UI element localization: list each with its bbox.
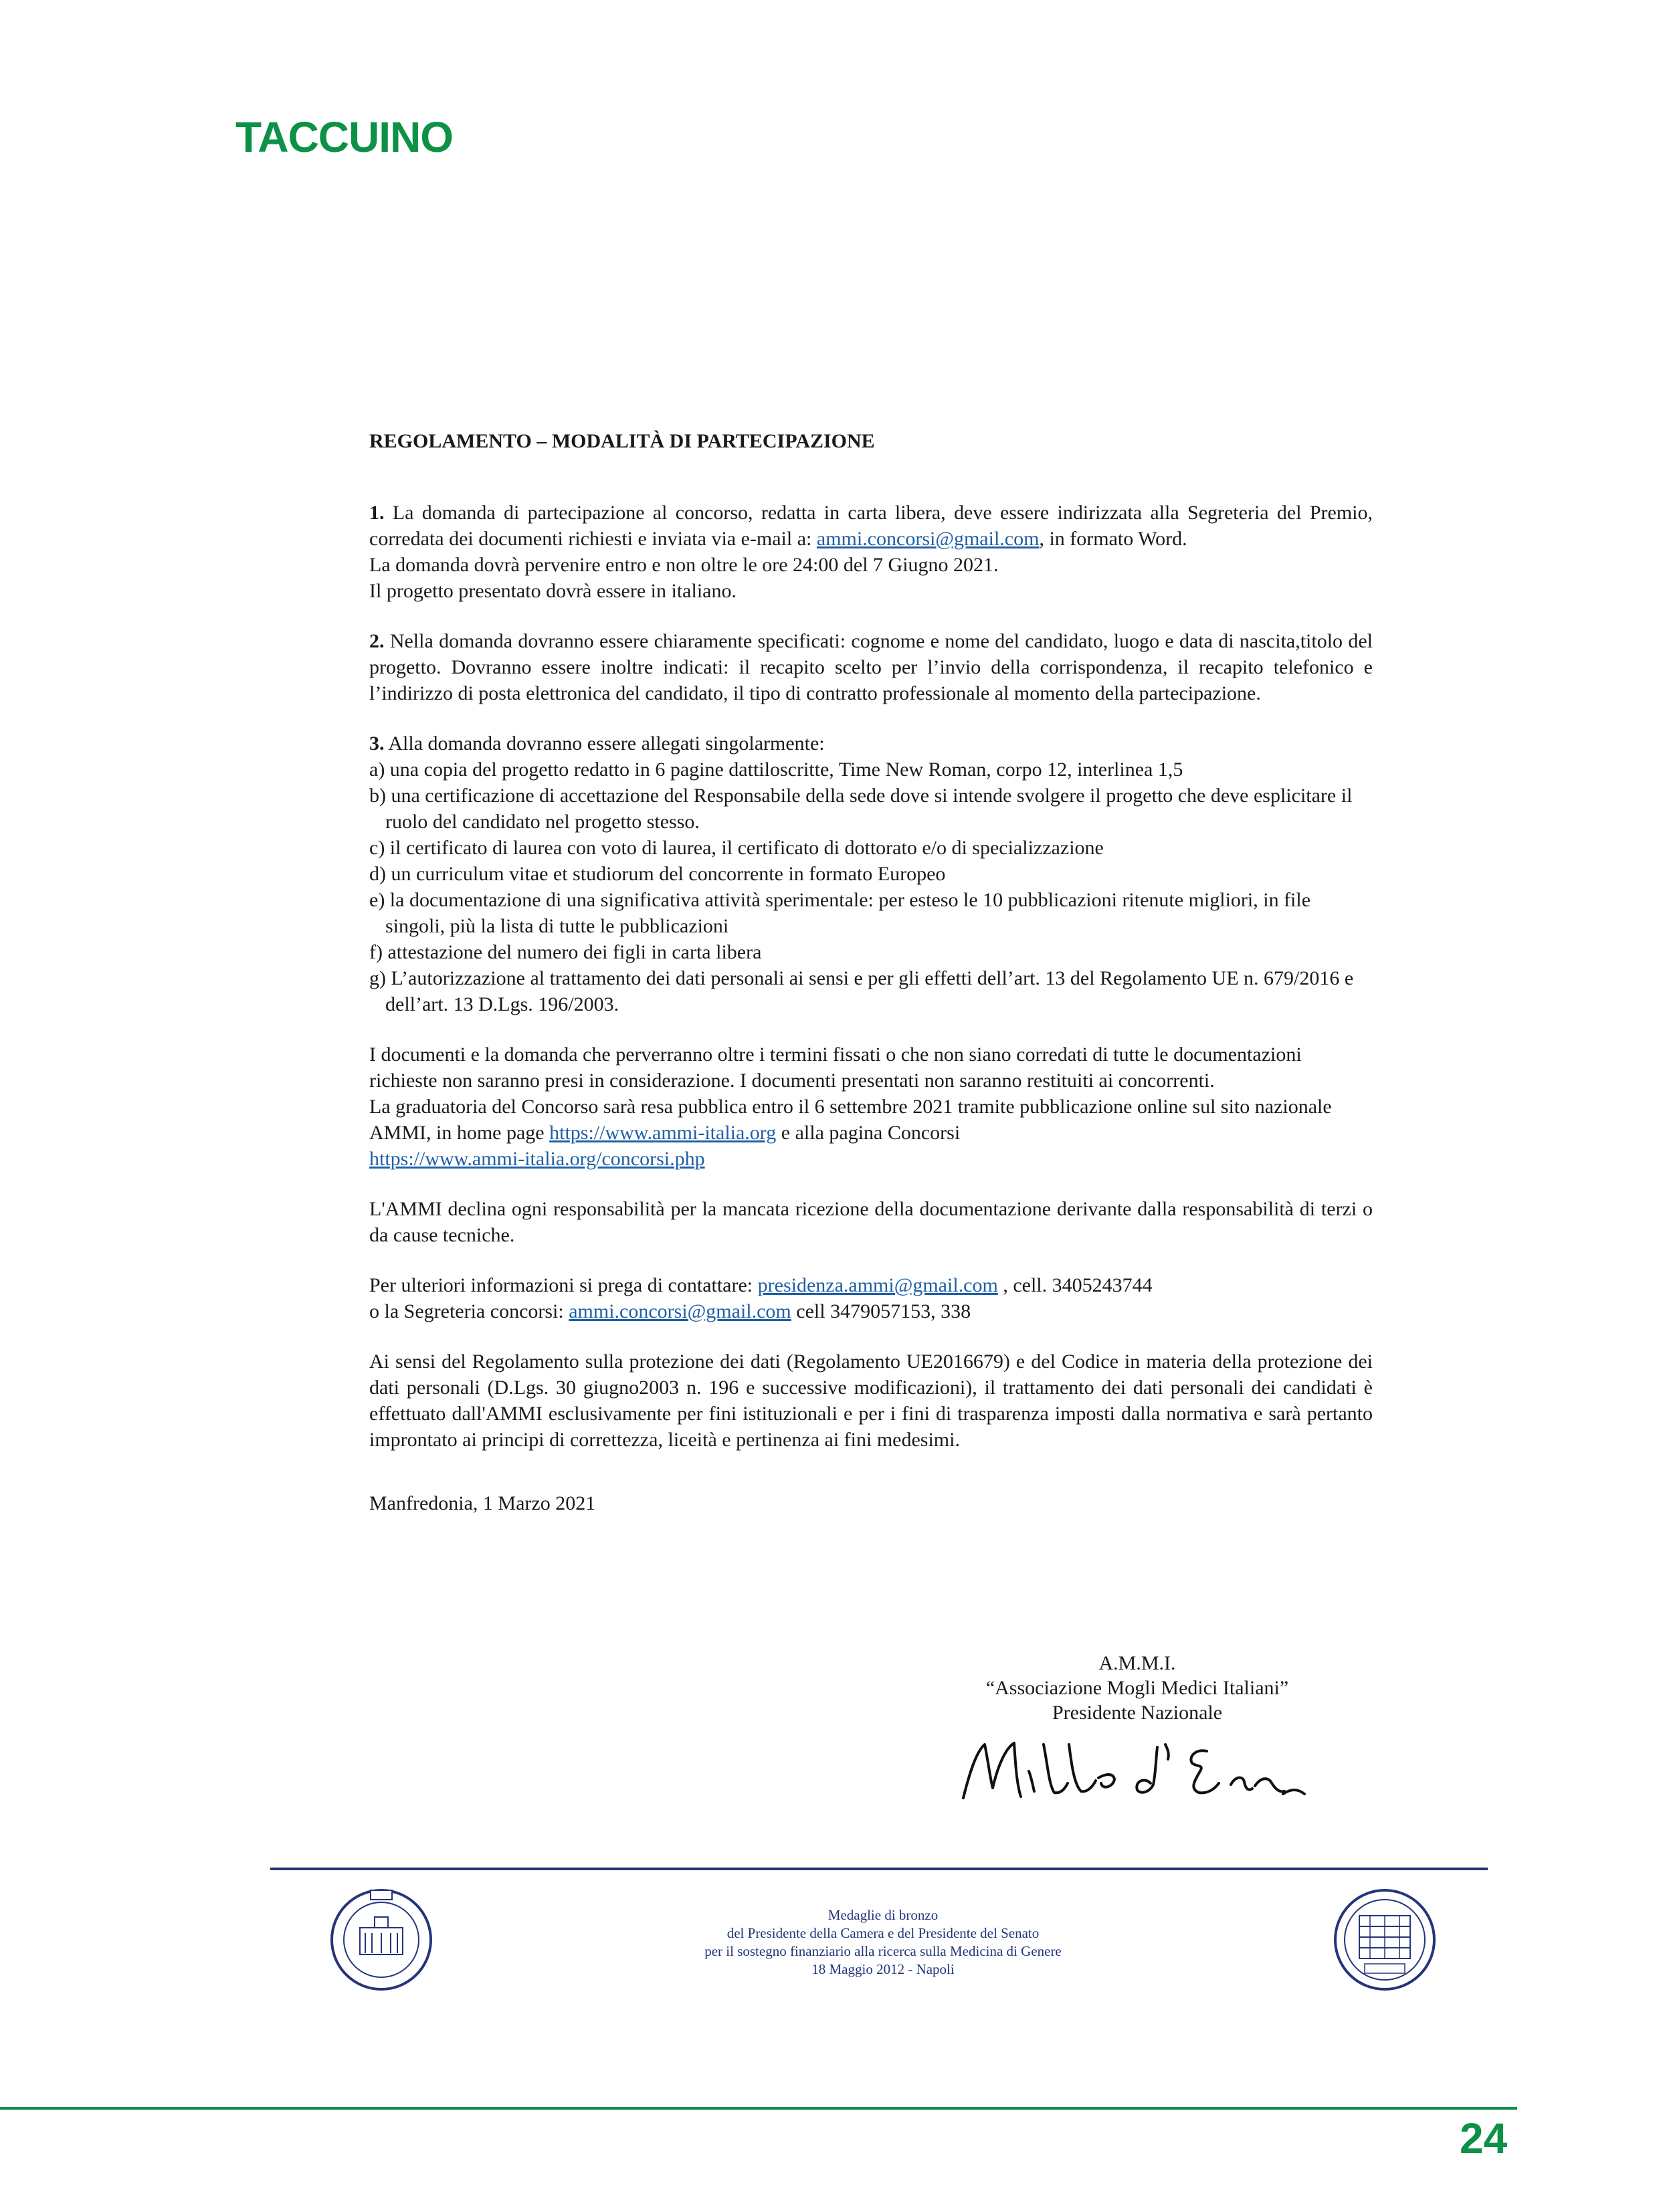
paragraph-4: [369, 1041, 1373, 1172]
paragraph-1: [369, 500, 1373, 604]
signature-block: [950, 1651, 1325, 1725]
paragraph-2: [369, 628, 1373, 706]
list-item: e) la documentazione di una significativa attività sperimentale: per esteso le 10 pubblicazioni ritenute migliori, in file singoli, più la lista di tutte le pubblicazioni: [369, 889, 1311, 937]
footer-divider: [270, 1868, 1488, 1870]
document-heading: REGOLAMENTO – MODALITÀ DI PARTECIPAZIONE: [369, 430, 875, 452]
page-bottom-rule: [0, 2107, 1517, 2110]
palazzo-madama-seal: [1331, 1886, 1438, 1993]
signature-org-full: “Associazione Mogli Medici Italiani”: [985, 1677, 1289, 1699]
paragraph-3: [369, 730, 1373, 1017]
paragraph-number: 1.: [369, 502, 385, 524]
paragraph-7: [369, 1348, 1373, 1453]
document-body: [369, 428, 1373, 1540]
paragraph-text: Per ulteriori informazioni si prega di contattare:: [369, 1274, 753, 1296]
paragraph-text: Alla domanda dovranno essere allegati singolarmente:: [388, 732, 825, 755]
medal-caption: [602, 1906, 1164, 1979]
paragraph-text: cell 3479057153, 338: [796, 1300, 971, 1322]
medal-line: per il sostegno finanziario alla ricerca sulla Medicina di Genere: [704, 1943, 1062, 1959]
paragraph-text: I documenti e la domanda che perverranno oltre i termini fissati o che non siano corredati di tutte le documentazioni richieste non saranno presi in considerazione. I documenti presentati non saranno restituiti ai concorrenti.: [369, 1043, 1302, 1092]
paragraph-text: , in formato Word.: [1039, 528, 1187, 550]
email-link[interactable]: presidenza.ammi@gmail.com: [757, 1274, 998, 1296]
page-number: 24: [1460, 2114, 1508, 2163]
email-link[interactable]: ammi.concorsi@gmail.com: [569, 1300, 791, 1322]
handwritten-signature: [950, 1724, 1325, 1811]
paragraph-number: 3.: [369, 732, 385, 755]
list-item: f) attestazione del numero dei figli in carta libera: [369, 941, 762, 963]
paragraph-text: Nella domanda dovranno essere chiaramente specificati: cognome e nome del candidato, luogo e data di nascita,titolo del progetto. Dovranno essere inoltre indicati: il recapito scelto per l’invio della corrispondenza, il recapito telefonico e l’indirizzo di posta elettronica del candidato, il tipo di contratto professionale al momento della partecipazione.: [369, 630, 1373, 704]
list-item: a) una copia del progetto redatto in 6 pagine dattiloscritte, Time New Roman, corpo 12, interlinea 1,5: [369, 759, 1183, 781]
section-title: TACCUINO: [235, 113, 453, 161]
paragraph-text: La graduatoria del Concorso sarà resa pubblica entro il 6 settembre 2021 tramite pubblicazione online sul sito nazionale AMMI, in home page: [369, 1096, 1332, 1144]
paragraph-text: L'AMMI declina ogni responsabilità per la mancata ricezione della documentazione derivante dalla responsabilità di terzi o da cause tecniche.: [369, 1198, 1373, 1246]
paragraph-number: 2.: [369, 630, 385, 652]
paragraph-text: , cell. 3405243744: [1003, 1274, 1153, 1296]
signature-org: A.M.M.I.: [1098, 1652, 1176, 1674]
paragraph-text: Ai sensi del Regolamento sulla protezione dei dati (Regolamento UE2016679) e del Codice in materia della protezione dei dati personali (D.Lgs. 30 giugno2003 n. 196 e successive modificazioni), il trattamento dei dati personali dei candidati è effettuato dall'AMMI esclusivamente per fini istituzionali e per i fini di trasparenza imposti dalla normativa e sarà pertanto improntato ai principi di correttezza, liceità e pertinenza ai fini medesimi.: [369, 1350, 1373, 1451]
list-item: b) una certificazione di accettazione del Responsabile della sede dove si intende svolgere il progetto che deve esplicitare il ruolo del candidato nel progetto stesso.: [369, 785, 1353, 833]
email-link[interactable]: ammi.concorsi@gmail.com: [816, 528, 1040, 550]
place-date: Manfredonia, 1 Marzo 2021: [369, 1492, 596, 1514]
medal-line: del Presidente della Camera e del Presidente del Senato: [726, 1925, 1040, 1941]
language-text: Il progetto presentato dovrà essere in italiano.: [369, 580, 737, 602]
paragraph-text: o la Segreteria concorsi:: [369, 1300, 564, 1322]
medal-line: Medaglie di bronzo: [827, 1907, 939, 1923]
concorsi-link[interactable]: https://www.ammi-italia.org/concorsi.php: [369, 1148, 705, 1170]
paragraph-text: La domanda di partecipazione al concorso, redatta in carta libera, deve essere indirizzata alla Segreteria del Premio, corredata dei documenti richiesti e inviata via e-mail a:: [369, 502, 1373, 550]
signature-role: Presidente Nazionale: [1052, 1702, 1223, 1724]
paragraph-5: [369, 1196, 1373, 1248]
paragraph-6: [369, 1272, 1373, 1324]
list-item: c) il certificato di laurea con voto di laurea, il certificato di dottorato e/o di specializzazione: [369, 837, 1104, 859]
paragraph-text: e alla pagina Concorsi: [781, 1122, 961, 1144]
website-link[interactable]: https://www.ammi-italia.org: [549, 1122, 777, 1144]
list-item: g) L’autorizzazione al trattamento dei dati personali ai sensi e per gli effetti dell’art. 13 del Regolamento UE n. 679/2016 e dell’art. 13 D.Lgs. 196/2003.: [369, 967, 1354, 1015]
deadline-text: La domanda dovrà pervenire entro e non oltre le ore 24:00 del 7 Giugno 2021.: [369, 554, 999, 576]
list-item: d) un curriculum vitae et studiorum del concorrente in formato Europeo: [369, 863, 946, 885]
camera-deputati-seal: [328, 1886, 435, 1993]
medal-line: 18 Maggio 2012 - Napoli: [811, 1961, 955, 1977]
